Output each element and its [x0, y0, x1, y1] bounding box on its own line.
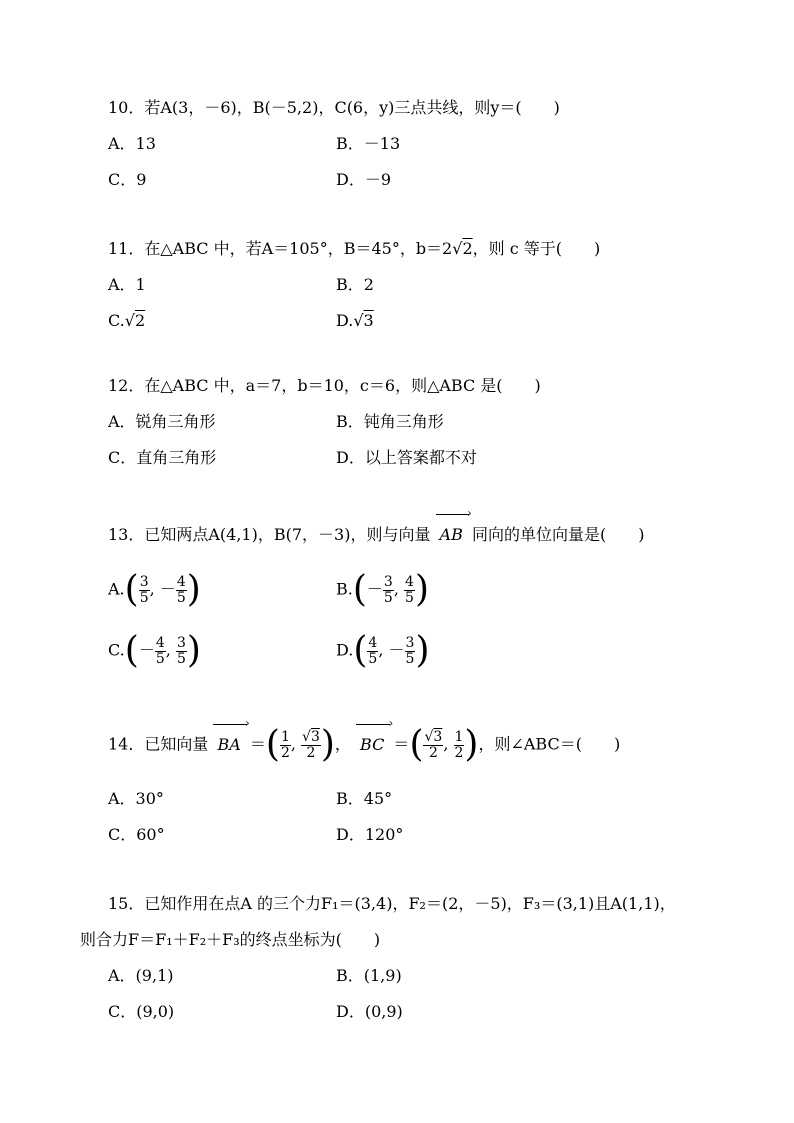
q11-option-c-radicand: 2	[134, 311, 146, 330]
question-15-stem-line2: 则合力F＝F₁＋F₂＋F₃的终点坐标为( )	[80, 930, 381, 949]
vector-arrow-icon: ›	[356, 724, 390, 725]
q13-option-d: D.( $\frac{4}{5}$ , － $\frac{3}{5}$ )	[336, 630, 430, 671]
q13-stem-tail: 同向的单位向量是( )	[471, 525, 645, 544]
q14-option-d: D．120°	[336, 825, 404, 844]
q10-option-c: C．9	[108, 170, 147, 189]
q13-option-a: A.( $\frac{3}{5}$ , － $\frac{4}{5}$ )	[108, 569, 201, 610]
q12-option-c: C．直角三角形	[108, 448, 217, 467]
question-10-stem: 10．若A(3，－6)，B(－5,2)，C(6，y)三点共线，则y＝( )	[108, 98, 560, 117]
q11-option-d-label: D.	[336, 311, 354, 330]
q12-option-d: D．以上答案都不对	[336, 448, 477, 467]
q15-option-c: C．(9,0)	[108, 1002, 175, 1021]
q11-stem-tail: ，则 c 等于( )	[472, 239, 601, 258]
q11-option-b: B．2	[336, 275, 374, 294]
sqrt-symbol: √	[353, 311, 364, 330]
q10-option-d: D．－9	[336, 170, 392, 189]
q11-option-c-label: C.	[108, 311, 125, 330]
vector-ab: › AB	[436, 524, 467, 546]
vector-arrow-icon: ›	[436, 514, 469, 515]
sqrt-symbol: √	[124, 311, 135, 330]
q11-option-d-radicand: 3	[363, 311, 374, 330]
vector-ba: › BA	[213, 734, 244, 756]
q10-option-a: A．13	[108, 134, 156, 153]
q12-option-a: A．锐角三角形	[108, 412, 216, 431]
q15-option-b: B．(1,9)	[336, 966, 402, 985]
question-13-stem	[108, 506, 645, 546]
q11-option-a: A．1	[108, 275, 146, 294]
q11-stem-text: 11．在△ABC 中，若A＝105°，B＝45°，b＝2	[108, 239, 453, 258]
question-12-stem: 12．在△ABC 中，a＝7，b＝10，c＝6，则△ABC 是( )	[108, 376, 541, 395]
q15-option-a: A．(9,1)	[108, 966, 174, 985]
q13-option-b: B.(－ $\frac{3}{5}$ , $\frac{4}{5}$ )	[336, 569, 429, 610]
q15-option-d: D．(0,9)	[336, 1002, 403, 1021]
q11-option-c	[108, 310, 145, 332]
q11-radicand: 2	[462, 239, 473, 258]
question-14-stem: 14．已知向量 › BA ＝( $\frac{1}{2}$ , $\frac{√3}{2}$ )， › BC ＝( $\frac{√3}{2}$ , $\frac{1}{2}$ )，则∠ABC＝( )	[108, 715, 621, 765]
question-15-stem-line1: 15．已知作用在点A 的三个力F₁＝(3,4)，F₂＝(2，－5)，F₃＝(3,1)且A(1,1)，	[108, 894, 676, 913]
sqrt-symbol: √	[452, 239, 463, 258]
vector-arrow-icon: ›	[213, 724, 246, 725]
q13-stem-text: 13．已知两点A(4,1)，B(7，－3)，则与向量	[108, 525, 431, 544]
q13-option-c: C.(－ $\frac{4}{5}$ , $\frac{3}{5}$ )	[108, 630, 201, 671]
question-11-stem	[108, 238, 600, 260]
q14-option-b: B．45°	[336, 789, 393, 808]
q11-option-d	[336, 310, 374, 332]
q10-option-b: B．－13	[336, 134, 401, 153]
q14-option-c: C．60°	[108, 825, 165, 844]
vector-bc: › BC	[356, 734, 388, 756]
q14-option-a: A．30°	[108, 789, 164, 808]
q12-option-b: B．钝角三角形	[336, 412, 444, 431]
